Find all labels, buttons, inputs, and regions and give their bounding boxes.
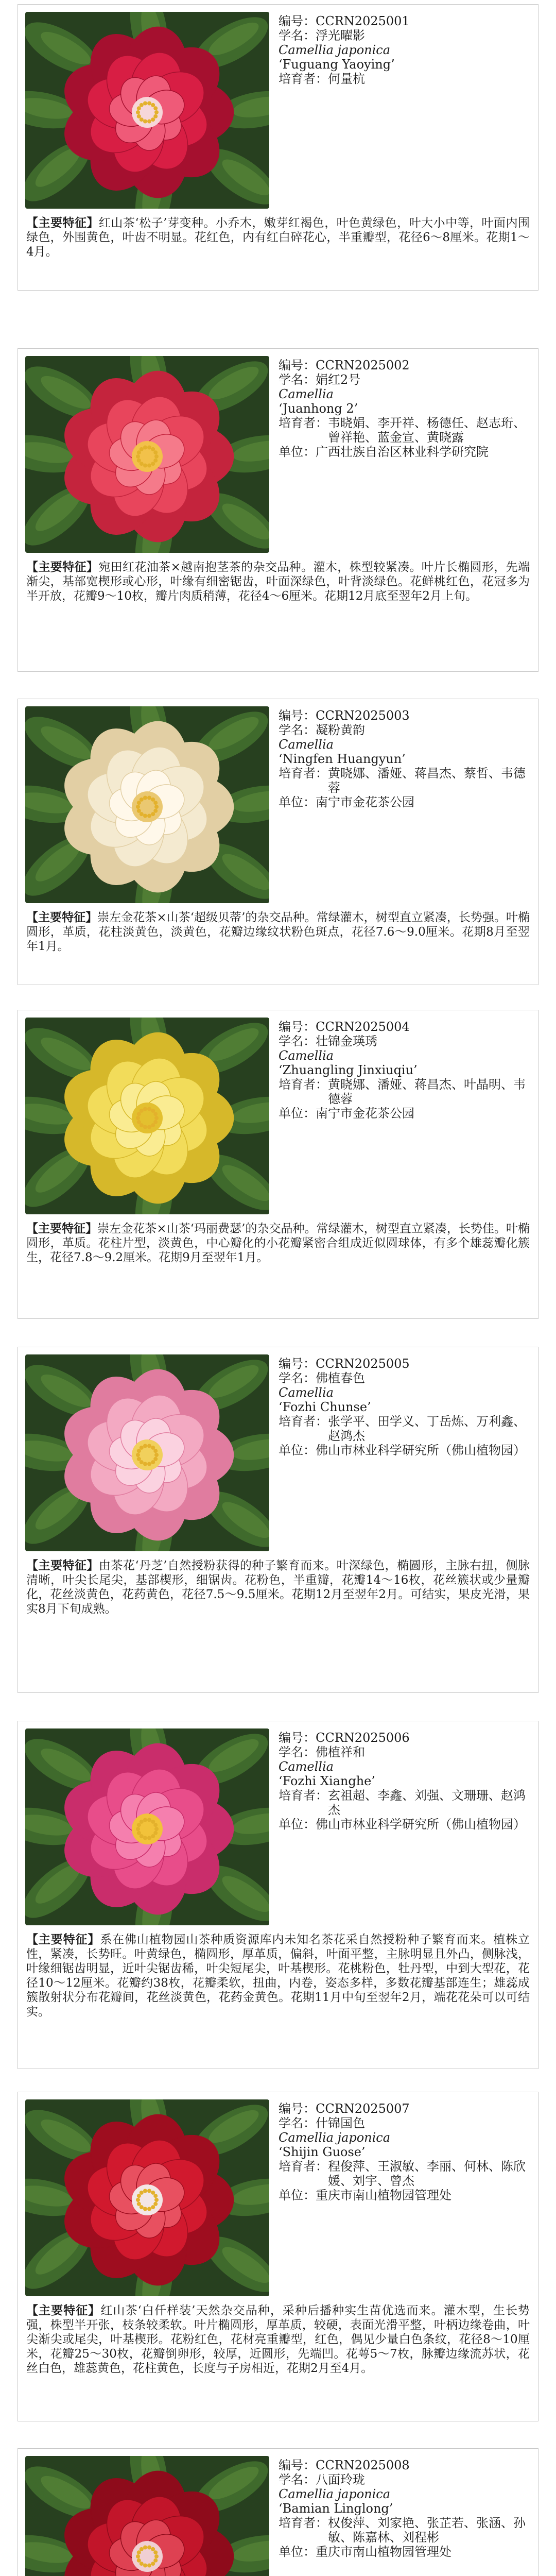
cultivar-code: CCRN2025002 <box>316 358 410 372</box>
flower-photo-image <box>25 2099 269 2296</box>
stamen <box>147 1818 151 1822</box>
stamen <box>143 120 147 124</box>
stamen <box>137 2550 141 2554</box>
stamen <box>153 2194 158 2198</box>
cultivar-code: CCRN2025005 <box>316 1357 410 1371</box>
stamen <box>140 812 144 816</box>
stamen <box>154 1453 159 1457</box>
unit-label: 单位： <box>279 2545 316 2559</box>
flower-photo-image <box>25 706 269 903</box>
cultivar-info <box>279 1020 531 1121</box>
stamen <box>140 462 144 466</box>
stamen <box>140 2562 144 2566</box>
stamen <box>137 1457 141 1461</box>
stamen <box>140 117 144 122</box>
scientific-name: Camellia japonica <box>279 43 391 57</box>
cultivar-card <box>18 1721 538 2069</box>
name-label: 学名： <box>279 1034 316 1048</box>
breeder-label: 培育者： <box>279 2516 328 2530</box>
stamen <box>151 103 155 107</box>
stamen <box>147 2207 151 2211</box>
stamen <box>151 2547 155 2551</box>
stamen <box>136 454 140 459</box>
stamen <box>151 2562 155 2566</box>
stamen <box>147 2564 151 2568</box>
cultivar-info <box>279 14 531 86</box>
stamen <box>147 120 151 124</box>
stamen <box>147 814 151 818</box>
cultivar-code: CCRN2025003 <box>316 708 410 723</box>
breeder-label: 培育者： <box>279 416 328 430</box>
stamen <box>151 447 155 451</box>
cultivar-code: CCRN2025001 <box>316 14 410 28</box>
scientific-name: Camellia <box>279 1759 334 1774</box>
stamen <box>136 1827 140 1831</box>
stamen <box>136 805 140 809</box>
cultivar-code: CCRN2025008 <box>316 2458 410 2472</box>
unit-label: 单位： <box>279 1817 316 1832</box>
stamen <box>143 1818 147 1822</box>
breeder-label: 培育者： <box>279 72 328 86</box>
stamen <box>136 1116 140 1120</box>
name-label: 学名： <box>279 723 316 737</box>
stamen <box>136 110 140 114</box>
section-lead: 【主要特征】 <box>26 1222 98 1235</box>
stamen <box>147 1107 151 1111</box>
cultivar-code: CCRN2025007 <box>316 2102 410 2116</box>
stamen <box>153 1112 158 1116</box>
stamen <box>147 2189 151 2193</box>
stamen <box>140 2205 144 2209</box>
breeder-label: 培育者： <box>279 1414 328 1429</box>
flower-photo <box>25 706 269 903</box>
stamen <box>140 1820 144 1824</box>
stamen <box>154 2554 159 2558</box>
stamen <box>147 796 151 800</box>
description-text: 宛田红花油茶×越南抱茎茶的杂交品种。灌木，株型较紧凑。叶片长椭圆形，先端渐尖，基部宽楔形或心形，叶缘有细密锯齿，叶面深绿色，叶背淡绿色。花鲜桃红色，花冠多为半开放，花瓣9～10枚，瓣片肉质稍薄，花径4～6厘米。花期12月底至翌年2月上旬。 <box>26 561 530 603</box>
stamen <box>143 1125 147 1129</box>
stamen <box>137 114 141 118</box>
code-label: 编号： <box>279 2458 316 2472</box>
stamen <box>153 114 158 118</box>
stamen <box>137 2194 141 2198</box>
breeder-label: 培育者： <box>279 766 328 781</box>
name-label: 学名： <box>279 1745 316 1759</box>
cultivar-description <box>26 560 530 603</box>
stamen <box>153 801 158 805</box>
scientific-name: Camellia <box>279 387 334 401</box>
stamen <box>137 2558 141 2563</box>
flower-photo <box>25 356 269 553</box>
stamen <box>151 812 155 816</box>
stamen <box>143 814 147 818</box>
stamen <box>153 450 158 454</box>
stamen <box>153 459 158 463</box>
stamen <box>154 110 159 114</box>
stamen <box>137 1112 141 1116</box>
cultivar-card <box>18 2092 538 2421</box>
stamen <box>147 101 151 106</box>
stamen <box>151 1834 155 1838</box>
stamen <box>153 1823 158 1827</box>
stamen <box>153 1457 158 1461</box>
cultivar-name: 浮光曜影 <box>316 28 365 43</box>
unit-label: 单位： <box>279 2188 316 2202</box>
stamen <box>147 446 151 450</box>
stamen <box>137 2202 141 2206</box>
cultivar-name: 凝粉黄韵 <box>316 723 365 737</box>
cultivar-description <box>26 1558 530 1616</box>
breeding-unit: 重庆市南山植物园管理处 <box>316 2188 451 2202</box>
breeding-unit: 南宁市金花茶公园 <box>316 795 414 809</box>
flower-photo-image <box>25 12 269 209</box>
cultivar-epithet: ‘Zhuangling Jinxiuqiu’ <box>279 1063 418 1077</box>
stamen <box>153 1120 158 1124</box>
flower-photo <box>25 12 269 209</box>
code-label: 编号： <box>279 14 316 28</box>
cultivar-description <box>26 1222 530 1265</box>
flower-photo-image <box>25 2456 269 2576</box>
stamen <box>137 809 141 813</box>
scientific-name: Camellia <box>279 1385 334 1400</box>
stamen <box>140 2547 144 2551</box>
code-label: 编号： <box>279 1731 316 1745</box>
stamen <box>147 464 151 468</box>
stamen <box>154 1116 159 1120</box>
cultivar-epithet: ‘Bamian Linglong’ <box>279 2501 393 2516</box>
cultivar-name: 娟红2号 <box>316 372 361 387</box>
cultivar-epithet: ‘Juanhong 2’ <box>279 401 358 416</box>
stamen <box>151 117 155 122</box>
name-label: 学名： <box>279 2472 316 2487</box>
stamen <box>147 2546 151 2550</box>
stamen <box>151 2205 155 2209</box>
flower-photo-image <box>25 1354 269 1551</box>
unit-label: 单位： <box>279 1106 316 1121</box>
cultivar-info <box>279 2102 531 2202</box>
cultivar-info <box>279 708 531 809</box>
section-lead: 【主要特征】 <box>26 910 98 924</box>
stamen <box>136 2198 140 2202</box>
breeder-names: 何量杭 <box>328 72 365 86</box>
description-text: 崇左金花茶×山茶‘玛丽费瑟’的杂交品种。常绿灌木，树型直立紧凑，长势佳。叶椭圆形，革质。花柱片型，淡黄色，中心瓣化的小花瓣紧密合组成近似圆球体，有多个雄蕊瓣化簇生，花径7.8～9.2厘米。花期9月至翌年1月。 <box>26 1222 530 1264</box>
stamen <box>147 1462 151 1466</box>
description-text: 红山茶‘松子’芽变种。小乔木，嫩芽红褐色，叶色黄绿色，叶大小中等，叶面内围绿色，外围黄色，叶齿不明显。花红色，内有红白碎花心，半重瓣型，花径6～8厘米。花期1～4月。 <box>26 216 530 259</box>
cultivar-info <box>279 1357 531 1458</box>
flower-photo-image <box>25 1728 269 1925</box>
flower-photo <box>25 1018 269 1214</box>
scientific-name: Camellia <box>279 1048 334 1063</box>
stamen <box>153 1449 158 1453</box>
cultivar-description <box>26 216 530 259</box>
stamen <box>151 1460 155 1464</box>
unit-label: 单位： <box>279 1443 316 1458</box>
breeder-names: 黄晓娜、潘娅、蒋昌杰、叶晶明、韦德蓉 <box>328 1077 526 1106</box>
cultivar-epithet: ‘Ningfen Huangyun’ <box>279 752 406 766</box>
section-lead: 【主要特征】 <box>26 1933 100 1946</box>
stamen <box>153 2558 158 2563</box>
stamen <box>153 2550 158 2554</box>
flower-photo-image <box>25 1018 269 1214</box>
stamen <box>151 1446 155 1450</box>
section-lead: 【主要特征】 <box>26 216 99 230</box>
scientific-name: Camellia japonica <box>279 2130 391 2145</box>
stamen <box>140 1460 144 1464</box>
stamen <box>143 1444 147 1448</box>
stamen <box>151 2191 155 2195</box>
stamen <box>140 1109 144 1113</box>
cultivar-info <box>279 2458 531 2559</box>
description-text: 系在佛山植物园山茶种质资源库内未知名茶花采自然授粉种子繁育而来。植株立性，紧凑，长势旺。叶黄绿色，椭圆形，厚革质，偏斜，叶面平整，主脉明显且外凸，侧脉浅，叶缘细锯齿明显，近叶尖锯齿稀，叶尖短尾尖，叶基楔形。花桃粉色，牡丹型，中到大型花，花径10～12厘米。花瓣约38枚，花瓣柔软，扭曲，内卷，姿态多样，多数花瓣基部连生；雄蕊成簇散射状分布花瓣间，花丝淡黄色，花药金黄色。花期11月中旬至翌年2月，端花花朵可以可结实。 <box>26 1933 530 2019</box>
stamen <box>140 1446 144 1450</box>
breeding-unit: 重庆市南山植物园管理处 <box>316 2545 451 2559</box>
breeder-label: 培育者： <box>279 1077 328 1092</box>
stamen <box>153 809 158 813</box>
stamen <box>154 454 159 459</box>
cultivar-description <box>26 2303 530 2376</box>
stamen <box>153 2202 158 2206</box>
cultivar-name: 什锦国色 <box>316 2116 365 2130</box>
cultivar-description <box>26 910 530 954</box>
stamen <box>147 1444 151 1448</box>
breeding-unit: 南宁市金花茶公园 <box>316 1106 414 1121</box>
cultivar-card <box>18 348 538 672</box>
stamen <box>151 1123 155 1127</box>
scientific-name: Camellia japonica <box>279 2487 391 2501</box>
stamen <box>153 106 158 110</box>
stamen <box>136 2554 140 2558</box>
stamen <box>151 1109 155 1113</box>
stamen <box>151 462 155 466</box>
stamen <box>140 103 144 107</box>
cultivar-description <box>26 1933 530 2019</box>
code-label: 编号： <box>279 358 316 372</box>
stamen <box>154 1827 159 1831</box>
cultivar-epithet: ‘Fozhi Xianghe’ <box>279 1774 376 1788</box>
scientific-name: Camellia <box>279 737 334 752</box>
stamen <box>140 447 144 451</box>
stamen <box>143 2546 147 2550</box>
name-label: 学名： <box>279 2116 316 2130</box>
breeder-names: 黄晓娜、潘娅、蒋昌杰、蔡哲、韦德蓉 <box>328 766 526 795</box>
cultivar-card <box>18 1347 538 1693</box>
cultivar-epithet: ‘Shijin Guose’ <box>279 2145 366 2159</box>
breeding-unit: 广西壮族自治区林业科学研究院 <box>316 445 489 459</box>
cultivar-name: 壮锦金瑛琇 <box>316 1034 377 1048</box>
cultivar-info <box>279 358 531 459</box>
cultivar-name: 佛植祥和 <box>316 1745 365 1759</box>
flower-photo <box>25 1728 269 1925</box>
cultivar-name: 佛植春色 <box>316 1371 365 1385</box>
cultivar-card <box>18 4 538 291</box>
stamen <box>137 106 141 110</box>
cultivar-epithet: ‘Fuguang Yaoying’ <box>279 57 395 72</box>
stamen <box>143 2564 147 2568</box>
stamen <box>143 2189 147 2193</box>
section-lead: 【主要特征】 <box>26 1558 99 1572</box>
stamen <box>137 1823 141 1827</box>
breeder-names: 玄祖超、李鑫、刘强、文珊珊、赵鸿杰 <box>328 1788 526 1817</box>
code-label: 编号： <box>279 1020 316 1034</box>
breeder-names: 权俊萍、刘家艳、张芷若、张涵、孙敏、陈嘉林、刘程彬 <box>328 2516 526 2545</box>
cultivar-card <box>18 1010 538 1319</box>
stamen <box>143 1107 147 1111</box>
name-label: 学名： <box>279 28 316 43</box>
code-label: 编号： <box>279 708 316 723</box>
section-lead: 【主要特征】 <box>26 560 99 574</box>
flower-photo <box>25 2456 269 2576</box>
stamen <box>143 101 147 106</box>
stamen <box>143 446 147 450</box>
stamen <box>136 1453 140 1457</box>
stamen <box>143 464 147 468</box>
breeding-unit: 佛山市林业科学研究所（佛山植物园） <box>316 1443 526 1458</box>
stamen <box>143 1462 147 1466</box>
name-label: 学名： <box>279 1371 316 1385</box>
cultivar-code: CCRN2025006 <box>316 1731 410 1745</box>
stamen <box>147 1836 151 1840</box>
stamen <box>151 798 155 802</box>
flower-photo <box>25 1354 269 1551</box>
stamen <box>137 1449 141 1453</box>
description-text: 由茶花‘丹芝’自然授粉获得的种子繁育而来。叶深绿色，椭圆形，主脉右扭，侧脉清晰，叶尖长尾尖，基部楔形，细锯齿。花粉色，半重瓣，花瓣14～16枚，花丝簇状或少量瓣化，花丝淡黄色，花药黄色，花径7.5～9.5厘米。花期12月至翌年2月。可结实，果皮光滑，果实8月下旬成熟。 <box>26 1559 530 1616</box>
stamen <box>154 2198 159 2202</box>
flower-photo <box>25 2099 269 2296</box>
name-label: 学名： <box>279 372 316 387</box>
description-text: 红山茶‘白仟样装’天然杂交品种，采种后播种实生苗优选而来。灌木型，生长势强，株型半开张，枝条较柔软。叶片椭圆形，厚革质，较硬，表面光滑平整，叶柄边缘卷曲，叶尖渐尖或尾尖，叶基楔形。花粉红色，花材亮重瓣型，红色，偶见少量白色条纹，花径8～10厘米，花瓣25～30枚，花瓣倒卵形，较厚，近圆形，先端凹。花萼5～7枚，脉瓣边缘流苏状，花丝白色，雄蕊黄色，花柱黄色，长度与子房相近，花期2月至4月。 <box>26 2304 530 2375</box>
stamen <box>137 459 141 463</box>
breeder-names: 程俊萍、王淑敏、李丽、何林、陈欣媛、刘宇、曾杰 <box>328 2159 526 2188</box>
unit-label: 单位： <box>279 445 316 459</box>
stamen <box>147 1125 151 1129</box>
breeder-label: 培育者： <box>279 1788 328 1803</box>
breeding-unit: 佛山市林业科学研究所（佛山植物园） <box>316 1817 526 1832</box>
stamen <box>143 2207 147 2211</box>
cultivar-epithet: ‘Fozhi Chunse’ <box>279 1400 371 1414</box>
unit-label: 单位： <box>279 795 316 809</box>
stamen <box>151 1820 155 1824</box>
stamen <box>140 2191 144 2195</box>
cultivar-info <box>279 1731 531 1832</box>
stamen <box>137 801 141 805</box>
stamen <box>140 1834 144 1838</box>
flower-photo-image <box>25 356 269 553</box>
cultivar-card <box>18 2448 538 2576</box>
code-label: 编号： <box>279 2102 316 2116</box>
stamen <box>137 450 141 454</box>
stamen <box>154 805 159 809</box>
stamen <box>137 1831 141 1835</box>
code-label: 编号： <box>279 1357 316 1371</box>
breeder-label: 培育者： <box>279 2159 328 2174</box>
section-lead: 【主要特征】 <box>26 2303 101 2317</box>
stamen <box>153 1831 158 1835</box>
stamen <box>143 1836 147 1840</box>
stamen <box>140 798 144 802</box>
stamen <box>143 796 147 800</box>
cultivar-name: 八面玲珑 <box>316 2472 365 2487</box>
cultivar-code: CCRN2025004 <box>316 1020 410 1034</box>
stamen <box>137 1120 141 1124</box>
cultivar-card <box>18 699 538 985</box>
breeder-names: 韦晓娟、李开祥、杨德任、赵志珩、曾祥艳、蓝金宣、黄晓露 <box>328 416 526 445</box>
breeder-names: 张学平、田学义、丁岳炼、万利鑫、赵鸿杰 <box>328 1414 526 1443</box>
stamen <box>140 1123 144 1127</box>
description-text: 崇左金花茶×山茶‘超级贝蒂’的杂交品种。常绿灌木，树型直立紧凑，长势强。叶椭圆形，革质，花柱淡黄色，淡黄色，花瓣边缘纹状粉色斑点，花径7.6～9.0厘米。花期8月至翌年1月。 <box>26 911 530 953</box>
